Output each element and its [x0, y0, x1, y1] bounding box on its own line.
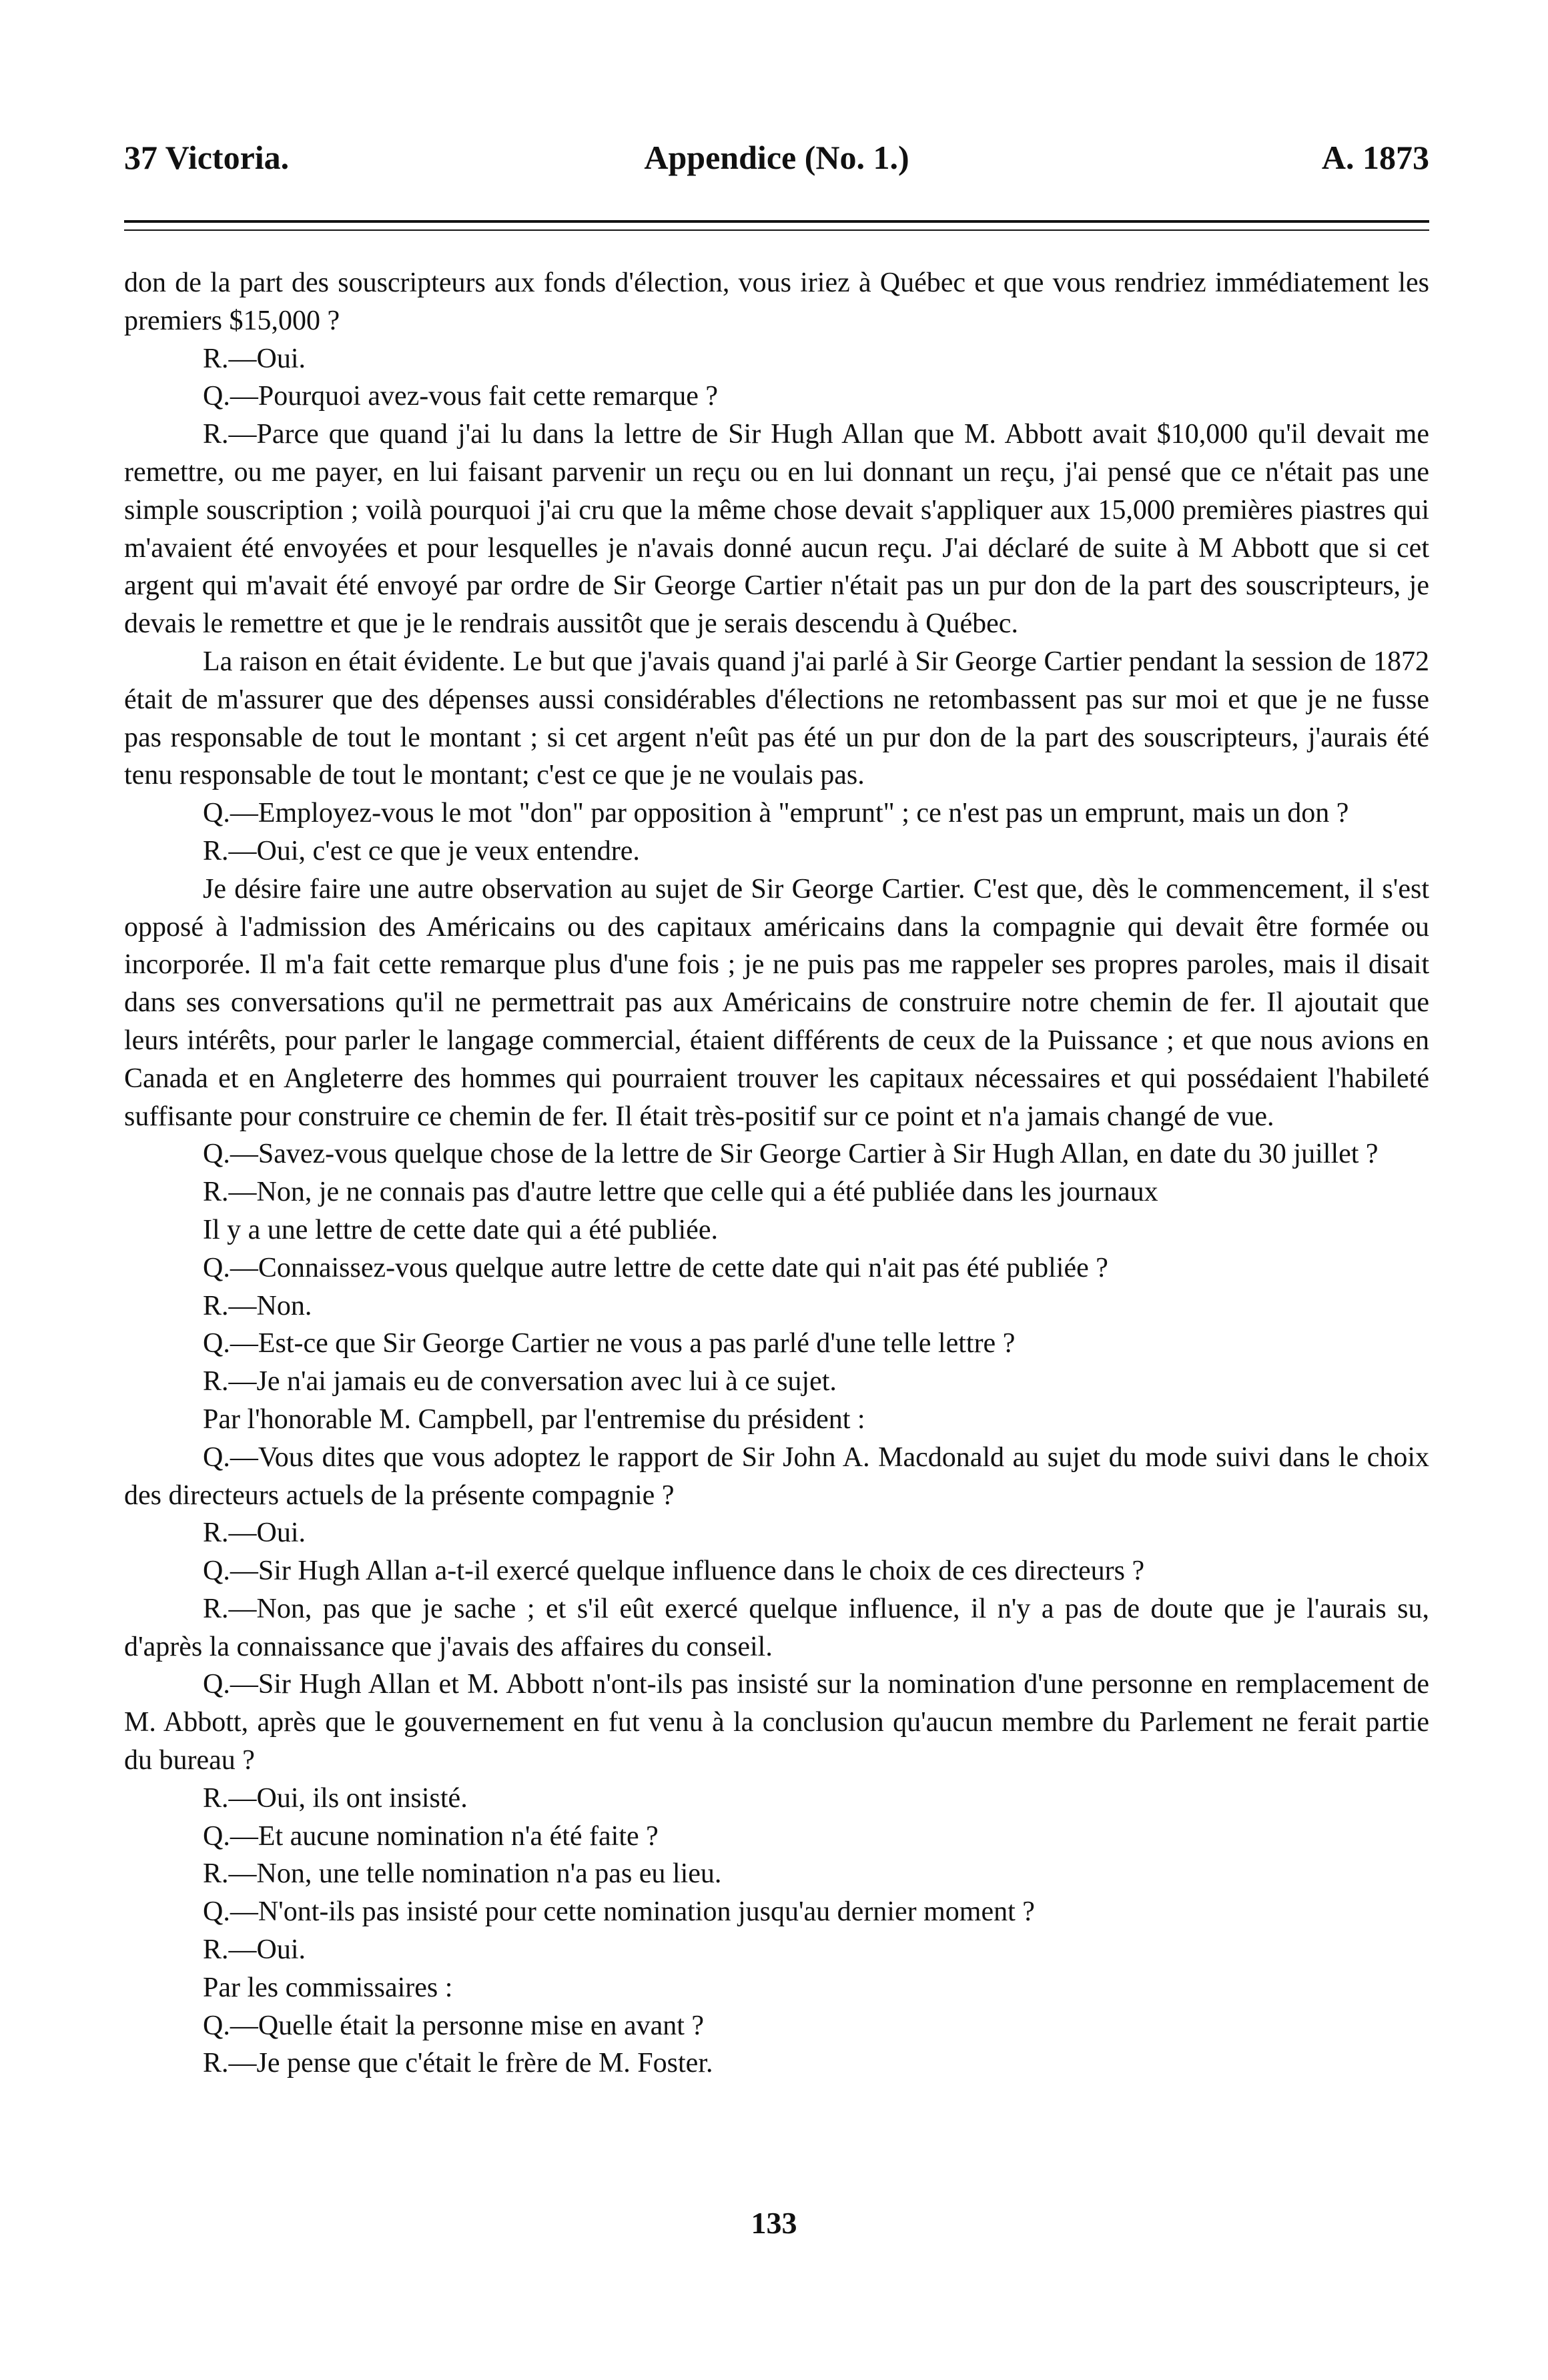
paragraph: Q.—Savez-vous quelque chose de la lettre de Sir George Cartier à Sir Hugh Allan, en date du 30 juillet ?: [203, 1139, 1379, 1170]
paragraph: Q.—N'ont-ils pas insisté pour cette nomination jusqu'au dernier moment ?: [203, 1896, 1035, 1928]
paragraph: Q.—Pourquoi avez-vous fait cette remarque ?: [203, 381, 719, 412]
paragraph: Q.—Vous dites que vous adoptez le rapport de Sir John A. Macdonald au sujet du mode suivi dans le choix des directeurs actuels de la présente compagnie ?: [124, 1441, 1429, 1511]
paragraph: R.—Je pense que c'était le frère de M. Foster.: [203, 2048, 713, 2079]
header-year: A. 1873: [1321, 139, 1429, 176]
header-appendix: Appendice (No. 1.): [644, 139, 909, 176]
page-body: [124, 264, 1429, 2082]
header-volume: 37 Victoria.: [124, 139, 290, 176]
paragraph: Par les commissaires :: [203, 1972, 453, 2003]
paragraph: R.—Non, une telle nomination n'a pas eu lieu.: [203, 1858, 722, 1890]
paragraph: R.—Je n'ai jamais eu de conversation avec lui à ce sujet.: [203, 1366, 837, 1397]
paragraph: R.—Non, pas que je sache ; et s'il eût exercé quelque influence, il n'y a pas de doute que je l'aurais su, d'après la connaissance que j'avais des affaires du conseil.: [124, 1593, 1429, 1662]
paragraph: Q.—Sir Hugh Allan et M. Abbott n'ont-ils pas insisté sur la nomination d'une personne en remplacement de M. Abbott, après que le gouvernement en fut venu à la conclusion qu'aucun membre du Parlement ne ferait partie du bureau ?: [124, 1669, 1429, 1776]
paragraph: R.—Parce que quand j'ai lu dans la lettre de Sir Hugh Allan que M. Abbott avait $10,000 qu'il devait me remettre, ou me payer, en lui faisant parvenir un reçu ou en lui donnant un reçu, j'ai pensé que ce n'était pas une simple souscription ; voilà pourquoi j'ai cru que la même chose devait s'appliquer aux 15,000 premières piastres qui m'avaient été envoyées et pour lesquelles je n'avais donné aucun reçu. J'ai déclaré de suite à M Abbott que si cet argent qui m'avait été envoyé par ordre de Sir George Cartier n'était pas un pur don de la part des souscripteurs, je devais le remettre et que je le rendrais aussitôt que je serais descendu à Québec.: [124, 419, 1429, 640]
paragraph: R.—Oui, ils ont insisté.: [203, 1782, 468, 1814]
paragraph: Q.—Connaissez-vous quelque autre lettre de cette date qui n'ait pas été publiée ?: [203, 1252, 1108, 1283]
paragraph: Q.—Sir Hugh Allan a-t-il exercé quelque influence dans le choix de ces directeurs ?: [203, 1556, 1145, 1587]
paragraph: Q.—Est-ce que Sir George Cartier ne vous a pas parlé d'une telle lettre ?: [203, 1328, 1016, 1359]
paragraph: Je désire faire une autre observation au sujet de Sir George Cartier. C'est que, dès le commencement, il s'est opposé à l'admission des Américains ou des capitaux américains dans la compagnie qui devait être formée ou incorporée. Il m'a fait cette remarque plus d'une fois ; je ne puis pas me rappeler ses propres paroles, mais il disait dans ses conversations qu'il ne permettrait pas aux Américains de construire notre chemin de fer. Il ajoutait que leurs intérêts, pour parler le langage commercial, étaient différents de ceux de la Puissance ; et que nous avions en Canada et en Angleterre des hommes qui pourraient trouver les capitaux nécessaires et qui possédaient l'habileté suffisante pour construire ce chemin de fer. Il était très-positif sur ce point et n'a jamais changé de vue.: [124, 873, 1429, 1132]
paragraph: Il y a une lettre de cette date qui a été publiée.: [203, 1214, 718, 1245]
paragraph: R.—Oui.: [203, 1518, 306, 1549]
paragraph: Q.—Employez-vous le mot "don" par opposition à "emprunt" ; ce n'est pas un emprunt, mais un don ?: [203, 798, 1349, 829]
paragraph: R.—Oui.: [203, 343, 306, 374]
paragraph: Par l'honorable M. Campbell, par l'entremise du président :: [203, 1403, 865, 1435]
paragraph: Q.—Quelle était la personne mise en avant ?: [203, 2010, 705, 2041]
running-header: [124, 131, 1429, 184]
paragraph: R.—Oui.: [203, 1934, 306, 1966]
paragraph: don de la part des souscripteurs aux fonds d'élection, vous iriez à Québec et que vous rendriez immédiatement les premiers $15,000 ?: [124, 267, 1429, 336]
paragraph: Q.—Et aucune nomination n'a été faite ?: [203, 1820, 659, 1852]
paragraph: R.—Non.: [203, 1290, 312, 1321]
page-number: 133: [751, 2206, 797, 2240]
paragraph: R.—Non, je ne connais pas d'autre lettre que celle qui a été publiée dans les journaux: [203, 1177, 1158, 1208]
paragraph: La raison en était évidente. Le but que j'avais quand j'ai parlé à Sir George Cartier pendant la session de 1872 était de m'assurer que des dépenses aussi considérables d'élections ne retombassent pas sur moi et que je ne fusse pas responsable de tout le montant ; si cet argent n'eût pas été un pur don de la part des souscripteurs, j'aurais été tenu responsable de tout le montant; c'est ce que je ne voulais pas.: [124, 646, 1429, 791]
paragraph: R.—Oui, c'est ce que je veux entendre.: [203, 835, 640, 866]
header-rule: [124, 220, 1429, 231]
